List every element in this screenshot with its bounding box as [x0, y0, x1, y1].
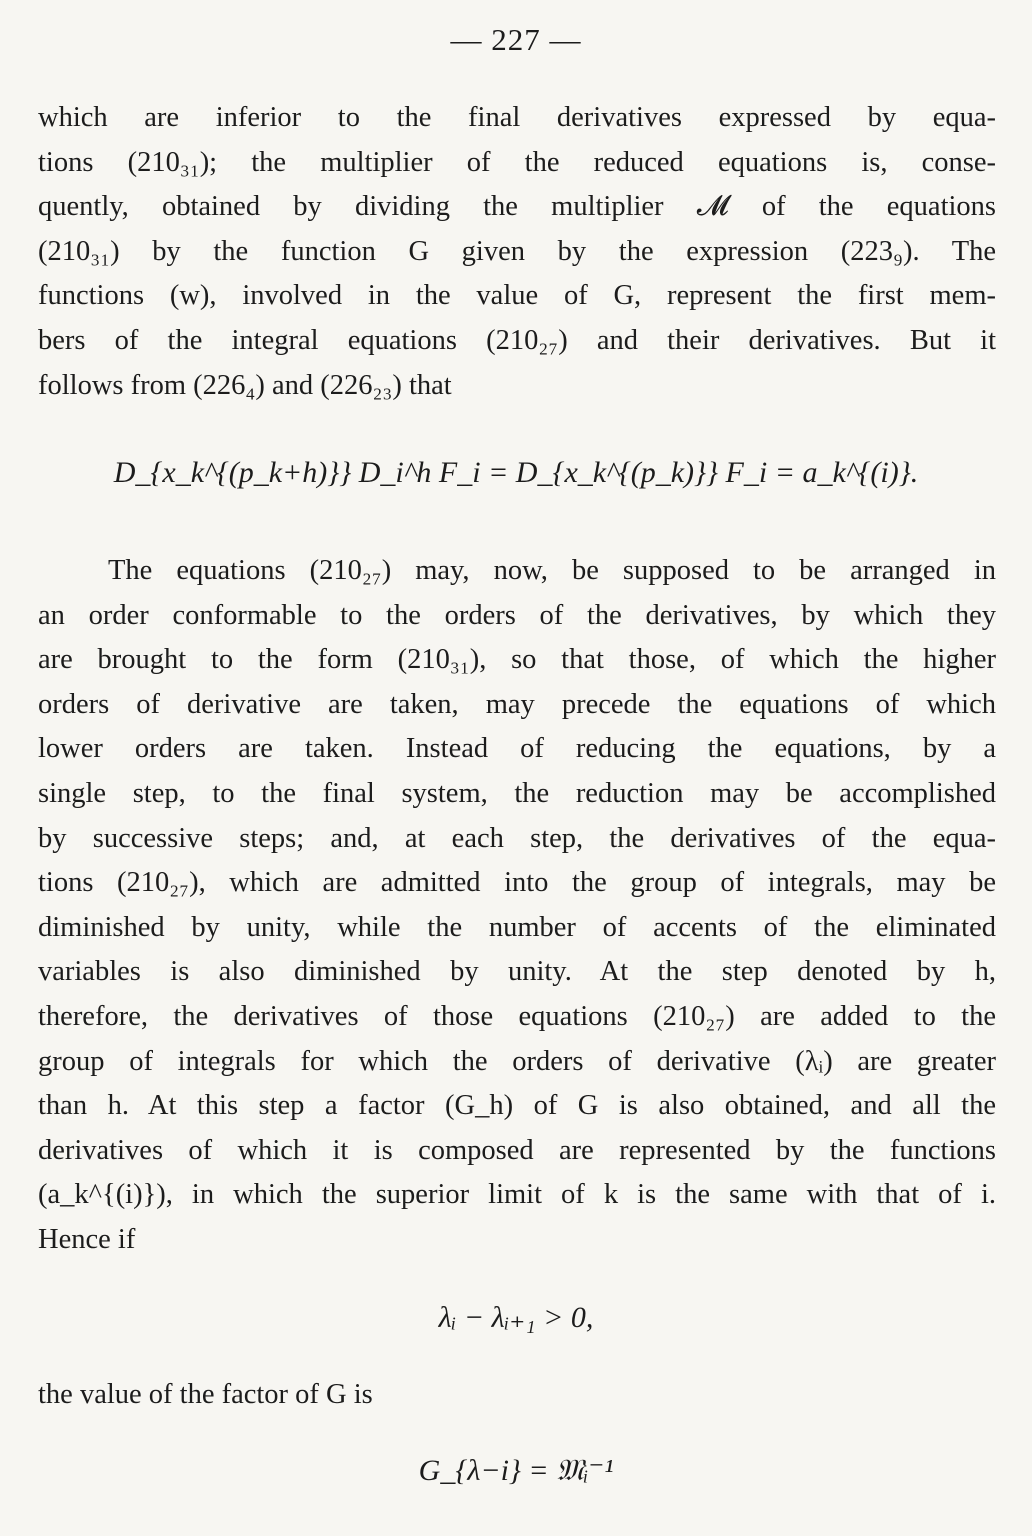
text-line: Hence if — [38, 1223, 136, 1255]
text-line: by successive steps; and, at each step, the derivatives of the equa- — [38, 822, 996, 854]
text-line: tions (210₃₁); the multiplier of the reduced equations is, conse- — [38, 146, 996, 178]
text-line: quently, obtained by dividing the multiplier 𝓜 of the equations — [38, 191, 996, 223]
text-line: an order conformable to the orders of the derivatives, by which they — [38, 599, 996, 631]
text-line: single step, to the final system, the reduction may be accomplished — [38, 777, 996, 809]
text-line: lower orders are taken. Instead of reducing the equations, by a — [38, 733, 996, 765]
text-line: (210₃₁) by the function G given by the expression (223₉). The — [38, 235, 996, 267]
text-line: (a_k^{(i)}), in which the superior limit of k is the same with that of i. — [38, 1179, 996, 1211]
text-line: the value of the factor of G is — [38, 1379, 373, 1410]
text-line: are brought to the form (210₃₁), so that those, of which the higher — [38, 644, 996, 676]
text-line: derivatives of which it is composed are represented by the functions — [38, 1134, 996, 1166]
equation-1: D_{x_k^{(p_k+h)}} D_i^h F_i = D_{x_k^{(p_k)}} F_i = a_k^{(i)}. — [113, 456, 919, 489]
text-line: group of integrals for which the orders of derivative (λᵢ) are greater — [38, 1045, 996, 1077]
paragraph-1 — [38, 96, 996, 408]
text-line: therefore, the derivatives of those equations (210₂₇) are added to the — [38, 1000, 996, 1032]
text-line: follows from (226₄) and (226₂₃) that — [38, 369, 452, 401]
text-line: bers of the integral equations (210₂₇) and their derivatives. But it — [38, 324, 996, 356]
text-line: which are inferior to the final derivatives expressed by equa- — [38, 102, 996, 133]
paragraph-3 — [38, 1373, 996, 1418]
equation-2: λᵢ − λᵢ₊₁ > 0, — [438, 1301, 594, 1334]
text-line: orders of derivative are taken, may precede the equations of which — [38, 688, 996, 720]
text-line: variables is also diminished by unity. At the step denoted by h, — [38, 956, 996, 988]
text-line: than h. At this step a factor (G_h) of G is also obtained, and all the — [38, 1090, 996, 1122]
text-line: diminished by unity, while the number of accents of the eliminated — [38, 911, 996, 943]
text-line: The equations (210₂₇) may, now, be supposed to be arranged in — [108, 555, 996, 586]
paragraph-2 — [38, 549, 996, 1263]
equation-3: G_{λ−i} = 𝔐ᵢ⁻¹ — [418, 1454, 614, 1487]
text-line: functions (w), involved in the value of G, represent the first mem- — [38, 280, 996, 312]
text-line: tions (210₂₇), which are admitted into the group of integrals, may be — [38, 867, 996, 899]
page-number: — 227 — — [450, 22, 582, 57]
